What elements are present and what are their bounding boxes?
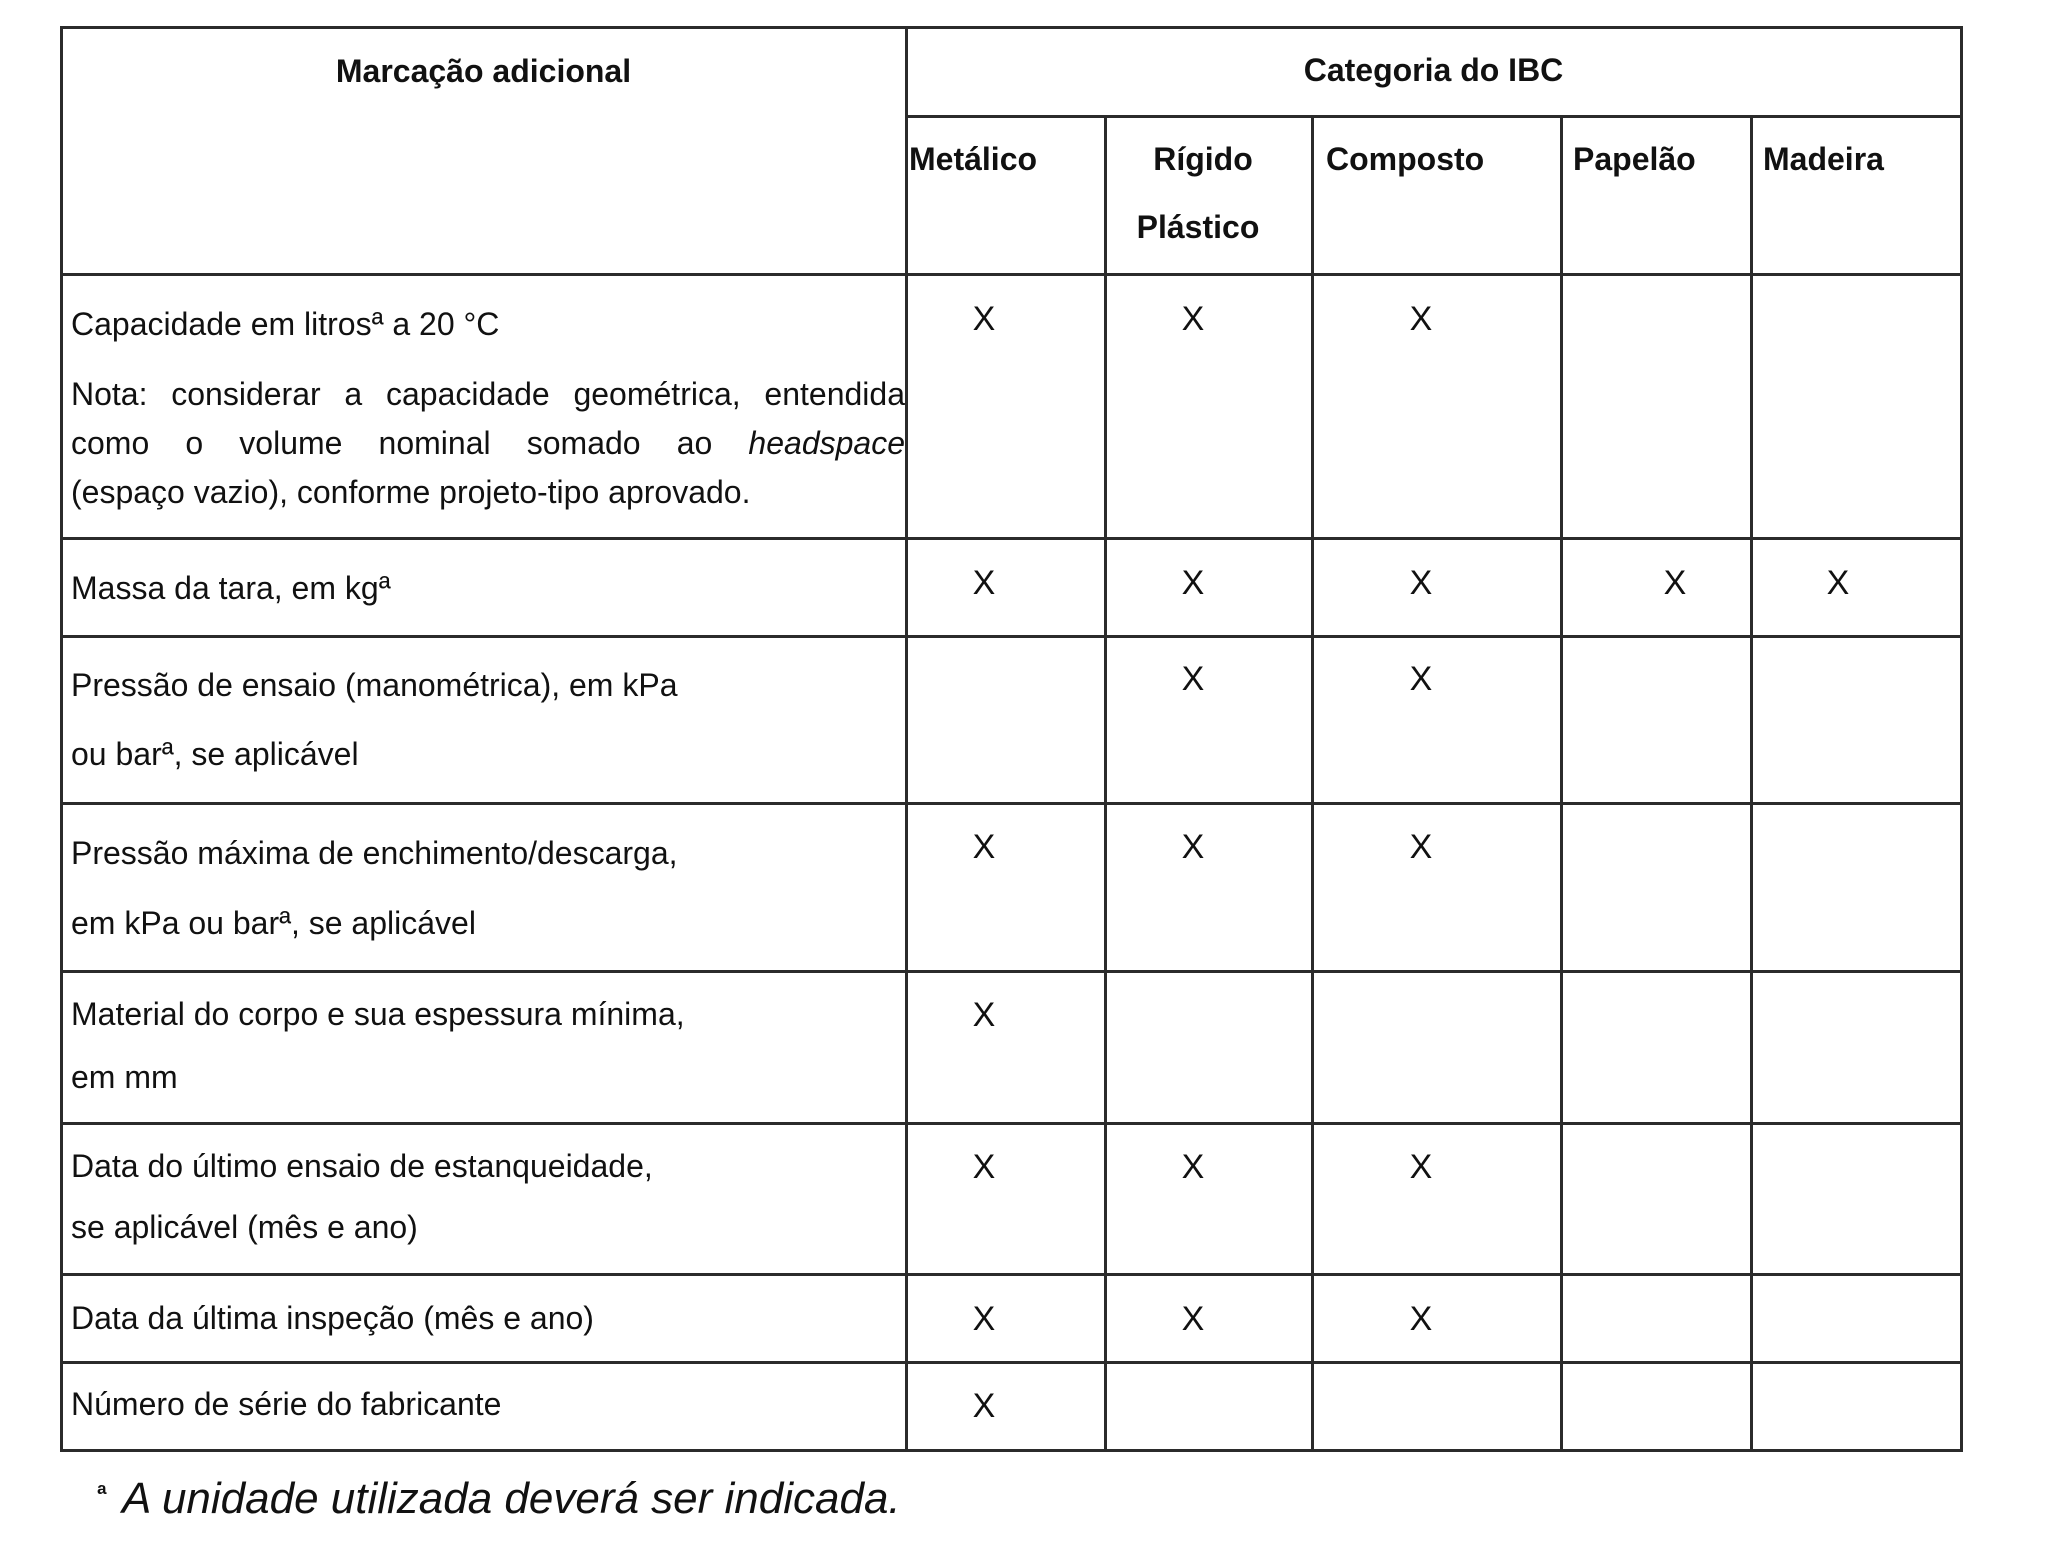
mark-metalico: X: [972, 1148, 996, 1186]
column-header-marcacao: Marcação adicional: [335, 53, 632, 89]
mark-papelao: X: [1663, 564, 1687, 602]
mark-composto: X: [1409, 1148, 1433, 1186]
row-label: Material do corpo e sua espessura mínima,: [71, 996, 685, 1032]
mark-metalico: X: [972, 1387, 996, 1425]
mark-metalico: X: [972, 564, 996, 602]
row-label: ou barª, se aplicável: [71, 736, 359, 772]
group-header-categoria: Categoria do IBC: [1303, 52, 1564, 88]
column-header-plastico: Plástico: [1136, 209, 1260, 245]
mark-rigido-plastico: X: [1181, 564, 1205, 602]
mark-metalico: X: [972, 828, 996, 866]
column-header-rigido: Rígido: [1153, 141, 1253, 177]
column-divider: [1311, 115, 1314, 1452]
note-italic-term: headspace: [748, 425, 905, 461]
mark-rigido-plastico: X: [1181, 660, 1205, 698]
row-label: em mm: [71, 1059, 178, 1095]
row-divider: [61, 1361, 1963, 1364]
row-label: em kPa ou barª, se aplicável: [71, 905, 476, 941]
table-border-top: [61, 26, 1963, 29]
row-divider: [61, 537, 1963, 540]
footnote-marker: ª: [97, 1479, 107, 1509]
row-label: Número de série do fabricante: [71, 1386, 502, 1422]
mark-composto: X: [1409, 564, 1433, 602]
row-label: Capacidade em litrosª a 20 °C: [71, 306, 500, 342]
mark-metalico: X: [972, 1300, 996, 1338]
row-divider: [61, 1273, 1963, 1276]
row-note-line: Nota: considerar a capacidade geométrica, entendida: [71, 376, 905, 412]
mark-rigido-plastico: X: [1181, 300, 1205, 338]
column-divider: [1750, 115, 1753, 1452]
table-border-bottom: [61, 1449, 1963, 1452]
row-label: Data do último ensaio de estanqueidade,: [71, 1148, 653, 1184]
footnote-text: A unidade utilizada deverá ser indicada.: [122, 1474, 901, 1523]
mark-composto: X: [1409, 828, 1433, 866]
mark-metalico: X: [972, 996, 996, 1034]
column-header-composto: Composto: [1326, 141, 1485, 177]
mark-rigido-plastico: X: [1181, 1148, 1205, 1186]
row-divider: [61, 970, 1963, 973]
column-header-metalico: Metálico: [909, 141, 1038, 177]
mark-composto: X: [1409, 300, 1433, 338]
header-subdivider: [906, 115, 1963, 118]
row-label: Pressão máxima de enchimento/descarga,: [71, 835, 678, 871]
table-border-left: [60, 26, 63, 1452]
row-note-line: [71, 427, 905, 459]
row-divider: [61, 1122, 1963, 1125]
column-header-madeira: Madeira: [1763, 141, 1884, 177]
header-bottom-line: [61, 273, 1963, 276]
mark-rigido-plastico: X: [1181, 828, 1205, 866]
column-divider: [1560, 115, 1563, 1452]
mark-madeira: X: [1826, 564, 1850, 602]
mark-metalico: X: [972, 300, 996, 338]
row-label: Massa da tara, em kgª: [71, 570, 391, 606]
row-label: Data da última inspeção (mês e ano): [71, 1300, 594, 1336]
row-note-line: (espaço vazio), conforme projeto-tipo aprovado.: [71, 474, 751, 510]
row-label: Pressão de ensaio (manométrica), em kPa: [71, 667, 678, 703]
row-label: se aplicável (mês e ano): [71, 1209, 418, 1245]
table-border-right: [1960, 26, 1963, 1452]
note-text: como o volume nominal somado ao: [71, 425, 749, 461]
column-divider: [1104, 115, 1107, 1452]
row-divider: [61, 635, 1963, 638]
column-divider: [905, 26, 908, 1452]
column-header-papelao: Papelão: [1573, 141, 1696, 177]
mark-composto: X: [1409, 1300, 1433, 1338]
mark-rigido-plastico: X: [1181, 1300, 1205, 1338]
mark-composto: X: [1409, 660, 1433, 698]
row-divider: [61, 802, 1963, 805]
